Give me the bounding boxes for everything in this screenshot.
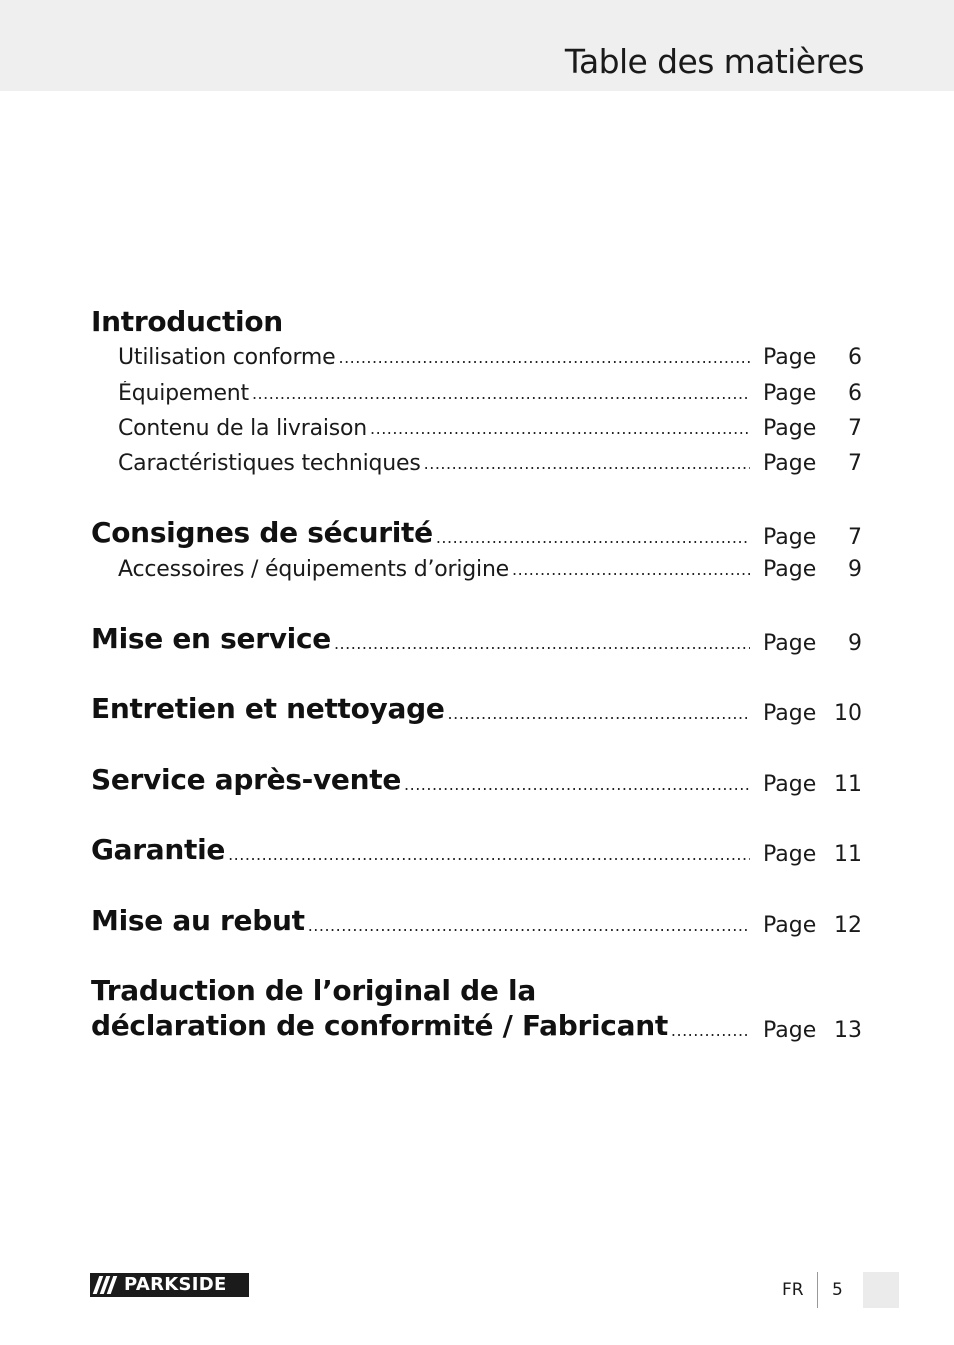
- footer-tab-box: [863, 1272, 899, 1308]
- dot-leader: [308, 918, 750, 939]
- toc-section-service[interactable]: [0, 762, 954, 798]
- page-number: 11: [834, 842, 862, 867]
- footer-divider: [817, 1272, 818, 1308]
- footer-page-number: 5: [832, 1280, 843, 1300]
- page-number: 12: [834, 913, 862, 938]
- toc-entry-label: Équipement: [118, 381, 249, 406]
- toc-entry[interactable]: [0, 416, 954, 442]
- toc-heading-label: déclaration de conformité / Fabricant: [91, 1009, 668, 1042]
- dot-leader: [436, 530, 750, 551]
- page-label: Page: [763, 842, 817, 867]
- page-label: Page: [763, 557, 817, 582]
- toc-entry-label: Caractéristiques techniques: [118, 451, 421, 476]
- toc-heading-label: Entretien et nettoyage: [91, 692, 445, 725]
- page-number: 6: [848, 345, 862, 370]
- page-label: Page: [763, 1018, 817, 1043]
- page-label: Page: [763, 345, 817, 370]
- dot-leader: [424, 456, 750, 477]
- page-label: Page: [763, 381, 817, 406]
- page-number: 11: [834, 772, 862, 797]
- page-label: Page: [763, 701, 817, 726]
- dot-leader: [252, 386, 750, 407]
- language-code: FR: [782, 1280, 804, 1300]
- page-number: 6: [848, 381, 862, 406]
- page-label: Page: [763, 913, 817, 938]
- toc-section-entretien[interactable]: [0, 691, 954, 727]
- dot-leader: [228, 847, 750, 868]
- page-number: 7: [848, 525, 862, 550]
- toc-heading-traduction-line1: Traduction de l’original de la: [91, 974, 536, 1007]
- toc-heading-label: Mise en service: [91, 622, 331, 655]
- toc-entry-label: Accessoires / équipements d’origine: [118, 557, 510, 582]
- toc-entry[interactable]: [0, 557, 954, 583]
- page-label: Page: [763, 451, 817, 476]
- page-number: 13: [834, 1018, 862, 1043]
- dot-leader: [448, 706, 750, 727]
- toc-heading-label: Consignes de sécurité: [91, 516, 433, 549]
- toc-section-mise-en-service[interactable]: [0, 621, 954, 657]
- toc-entry[interactable]: [0, 381, 954, 407]
- toc-section-garantie[interactable]: [0, 832, 954, 868]
- toc-entry-label: Utilisation conforme: [118, 345, 336, 370]
- toc-section-consignes[interactable]: [0, 515, 954, 551]
- toc-entry[interactable]: [0, 345, 954, 371]
- page-label: Page: [763, 631, 817, 656]
- logo-stripes-icon: [90, 1273, 124, 1297]
- dot-leader: [671, 1023, 750, 1044]
- page-number: 7: [848, 416, 862, 441]
- toc-section-rebut[interactable]: [0, 903, 954, 939]
- page-title: Table des matières: [564, 42, 864, 81]
- dot-leader: [334, 636, 750, 657]
- page-label: Page: [763, 525, 817, 550]
- toc-heading-introduction: Introduction: [91, 305, 283, 338]
- page-number: 7: [848, 451, 862, 476]
- toc-heading-label: Mise au rebut: [91, 904, 305, 937]
- logo-text: PARKSIDE: [124, 1274, 227, 1295]
- toc-heading-label: Service après-vente: [91, 763, 402, 796]
- parkside-logo: [90, 1273, 249, 1297]
- toc-section-traduction[interactable]: [0, 1008, 954, 1044]
- dot-leader: [512, 562, 750, 583]
- toc-heading-label: Garantie: [91, 833, 226, 866]
- dot-leader: [404, 777, 750, 798]
- page-number: 9: [848, 557, 862, 582]
- dot-leader: [370, 421, 750, 442]
- toc-entry[interactable]: [0, 451, 954, 477]
- page-number: 10: [834, 701, 862, 726]
- page-label: Page: [763, 416, 817, 441]
- toc-entry-label: Contenu de la livraison: [118, 416, 368, 441]
- page-number: 9: [848, 631, 862, 656]
- page-label: Page: [763, 772, 817, 797]
- dot-leader: [338, 350, 750, 371]
